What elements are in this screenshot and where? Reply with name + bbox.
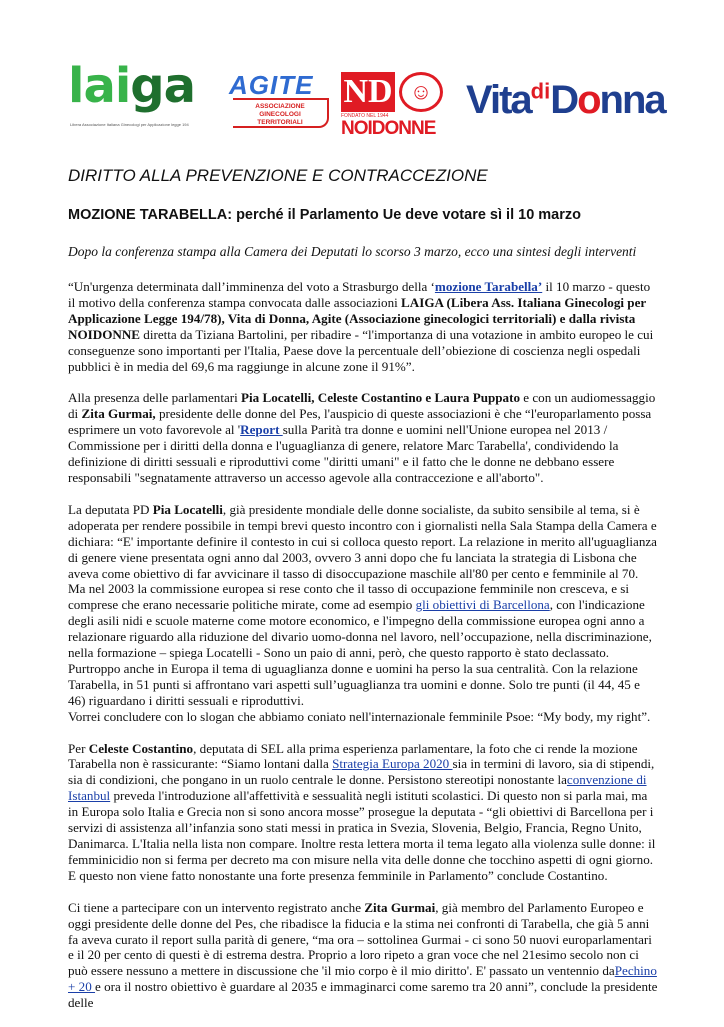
agite-subtitle-box bbox=[233, 98, 329, 128]
vita-word: Vita bbox=[466, 78, 531, 122]
woman-face-icon: ☺ bbox=[399, 72, 443, 112]
strategia-europa-link[interactable]: Strategia Europa 2020 bbox=[332, 756, 453, 772]
agite-logo bbox=[229, 70, 337, 134]
p5-text-3: e ora il nostro obiettivo è guardare al 2035 e immaginarci come saremo tra 20 anni”, conclude la presidente delle bbox=[68, 979, 658, 1011]
vita-nna: nna bbox=[599, 78, 665, 122]
p1-text-2: il 10 marzo - questo il motivo della conferenza stampa convocata dalle associazioni bbox=[68, 279, 651, 310]
p4-text-4: preveda l'introduzione all'affettività e sessualità negli istituti scolastici. Di questo non si parla mai, ma in Europa solo Italia e Grecia non si sono ancora mosse” prosegue la deputata - “gli obiettivi di Barcellona per i servizi di assistenza all’infanzia sono stati messi in pratica in Svezia, Slovenia, Belgio, Francia, Regno Unito, Danimarca. L'Italia nella lista non compare. Inoltre resta lettera morta il tema legato alla violenza sulle donne: il femminicidio non si ferma per decreto ma con misure nella vita delle donne che tocchino aspetti di ogni giorno. E questo non viene fatto nonostante una forte presenza femminile in Parlamento” conclude Costantino. bbox=[68, 788, 656, 883]
report-link[interactable]: Report bbox=[240, 422, 283, 438]
laiga-word-a: lai bbox=[68, 58, 131, 114]
laiga-logo bbox=[68, 58, 220, 130]
p2-text-2: e con un audiomessaggio di bbox=[68, 390, 656, 422]
p4-text-2: , deputata di SEL alla prima esperienza parlamentare, la foto che ci rende la mozione Tarabella non è rassicurante: “Siamo lontani dalla bbox=[68, 740, 638, 772]
p5-bold-1: Zita Gurmai bbox=[364, 899, 436, 915]
p4-text-1: Per bbox=[68, 740, 89, 756]
paragraph-5 bbox=[68, 900, 658, 1011]
p5-text-2: , già membro del Parlamento Europeo e oggi presidente delle donne del Pes, che ribadisce la fiducia e la stima nei confronti di Tarabella, che già 5 anni fa aveva curato il report sulla parità di genere, “ma ora – sottolinea Gurmai - ci sono 50 nuovi europarlamentari e il 20 per cento di questi è di estrema destra. Proprio a loro ripeto a gran voce che nel 21esimo secolo non ci può essere nessuno a mettere in discussione che 'il mio corpo è il mio diritto'. E' passato un ventennio da bbox=[68, 899, 652, 979]
laiga-wordmark bbox=[68, 58, 195, 114]
vita-d: D bbox=[550, 78, 578, 122]
p3-text-1: La deputata PD bbox=[68, 501, 153, 517]
p1-bold-1: LAIGA (Libera Ass. Italiana Ginecologi per Applicazione Legge 194/78), Vita di Donna, Agite (Associazione ginecologici territoriali) e dalla rivista NOIDONNE bbox=[68, 294, 646, 342]
nd-founded: FONDATO NEL 1944 bbox=[341, 113, 389, 119]
document-subtitle: MOZIONE TARABELLA: perché il Parlamento Ue deve votare sì il 10 marzo bbox=[68, 207, 582, 223]
p3-text-3: , con l'indicazione degli asili nidi e scuole materne come motore economico, e l'impegno della commissione europea ogni anno a relazionare riguardo alla riduzione del divario uomo-donna nel lavoro, nell’occupazione, nella discriminazione, nella formazione – spiega Locatelli - Sono un paio di anni, però, che questo rapporto è stato declassato. Purtroppo anche in Europa il tema di uguaglianza donne e uomini ha perso la sua centralità. Con la relazione Tarabella, in 51 punti si affrontano vari aspetti sull’uguaglianza tra uomini e donne. Solo tre punti (il 44, 45 e 46) riguardano i diritti sessuali e riproduttivi. bbox=[68, 597, 652, 708]
document-body bbox=[68, 279, 658, 1027]
laiga-subtitle: Libera Associazione Italiana Ginecologi per Applicazione legge 194 bbox=[70, 122, 189, 127]
nd-letters: ND bbox=[341, 72, 395, 112]
p2-text-4: sulla Parità tra donne e uomini nell'Unione europea nel 2013 / Commissione per i diritti della donna e l'uguaglianza di genere, relatore Marc Tarabella', condividendo la definizione di diritti sessuali e riproduttivi come "diritti umani" e il fatto che le donne ne debbano essere responsabili "segnatamente attraverso un accesso agevole alla contraccezione e all'aborto". bbox=[68, 422, 619, 485]
agite-line-1: ASSOCIAZIONE bbox=[255, 103, 305, 110]
pechino-link[interactable]: Pechino + 20 bbox=[68, 963, 657, 995]
p1-text-1: “Un'urgenza determinata dall’imminenza del voto a Strasburgo della ‘ bbox=[68, 279, 435, 294]
obiettivi-barcellona-link[interactable]: gli obiettivi di Barcellona bbox=[415, 597, 550, 613]
document-title: DIRITTO ALLA PREVENZIONE E CONTRACCEZIONE bbox=[68, 166, 488, 185]
vita-di: di bbox=[530, 78, 551, 104]
agite-wordmark: AGITE bbox=[229, 70, 314, 100]
p3-text-4: Vorrei concludere con lo slogan che abbiamo coniato nell'internazionale femminile Psoe: “My body, my right”. bbox=[68, 708, 651, 724]
paragraph-1 bbox=[68, 279, 658, 374]
p4-bold-1: Celeste Costantino bbox=[88, 740, 194, 756]
noidonne-logo bbox=[341, 72, 459, 138]
agite-line-2: GINECOLOGI bbox=[259, 111, 301, 118]
p4-text-3: sia in termini di lavoro, sia di stipendi, sia di condizioni, che pongano in un ruolo centrale le donne. Persistono stereotipi nonostante la bbox=[68, 756, 655, 788]
vita-di-donna-logo bbox=[466, 74, 665, 134]
laiga-word-b: ga bbox=[130, 58, 196, 114]
agite-line-3: TERRITORIALI bbox=[257, 119, 303, 126]
p2-text-3: presidente delle donne del Pes, l'auspicio di queste associazioni è che “l'europarlamento possa esprimere un voto favorevole al ' bbox=[68, 406, 652, 438]
document-lead: Dopo la conferenza stampa alla Camera dei Deputati lo scorso 3 marzo, ecco una sintesi degli interventi bbox=[68, 244, 637, 259]
convenzione-istanbul-link[interactable]: convenzione di Istanbul bbox=[68, 772, 647, 804]
p1-text-3: diretta da Tiziana Bartolini, per ribadire - “l'importanza di una votazione in ambito europeo le cui conseguenze sono importanti per l'Italia, Paese dove la percentuale dell’obiezione di coscienza negli ospedali pubblici è in media del 69,6 ma raggiunge in alcune zone il 91%”. bbox=[68, 326, 654, 374]
paragraph-3 bbox=[68, 502, 658, 709]
vita-di-donna-wordmark bbox=[466, 78, 665, 123]
apple-icon: o bbox=[577, 78, 600, 122]
p2-bold-2: Zita Gurmai, bbox=[81, 406, 156, 422]
mozione-tarabella-link[interactable]: mozione Tarabella’ bbox=[434, 279, 543, 294]
paragraph-2 bbox=[68, 390, 658, 485]
nd-name: NOIDONNE bbox=[341, 118, 436, 139]
p2-text-1: Alla presenza delle parlamentari bbox=[68, 390, 242, 406]
p3-bold-1: Pia Locatelli bbox=[152, 501, 223, 517]
logo-banner bbox=[68, 58, 665, 140]
p5-text-1: Ci tiene a partecipare con un intervento registrato anche bbox=[68, 899, 365, 915]
paragraph-4 bbox=[68, 741, 658, 884]
p3-text-2: , già presidente mondiale delle donne socialiste, da subito sensibile al tema, si è adoperata per rendere possibile in tempi brevi questo incontro con i giornalisti nella Sala Stampa della Camera e dichiara: “E' importante definire il contesto in cui si colloca questo report. La relazione in merito all'uguaglianza di genere viene presentata ogni anno dal 2003, ovvero 3 anni dopo che fu lanciata la strategia di Lisbona che aveva come obiettivo di far avvicinare il tasso di disoccupazione maschile all'80 per cento e femminile al 70. Ma nel 2003 la commissione europea si rese conto che il tasso di occupazione femminile non cresceva, e si comprese che erano necessarie politiche mirate, come ad esempio bbox=[68, 501, 657, 613]
paragraph-3b bbox=[68, 709, 658, 725]
p2-bold-1: Pia Locatelli, Celeste Costantino e Laura Puppato bbox=[241, 390, 520, 406]
